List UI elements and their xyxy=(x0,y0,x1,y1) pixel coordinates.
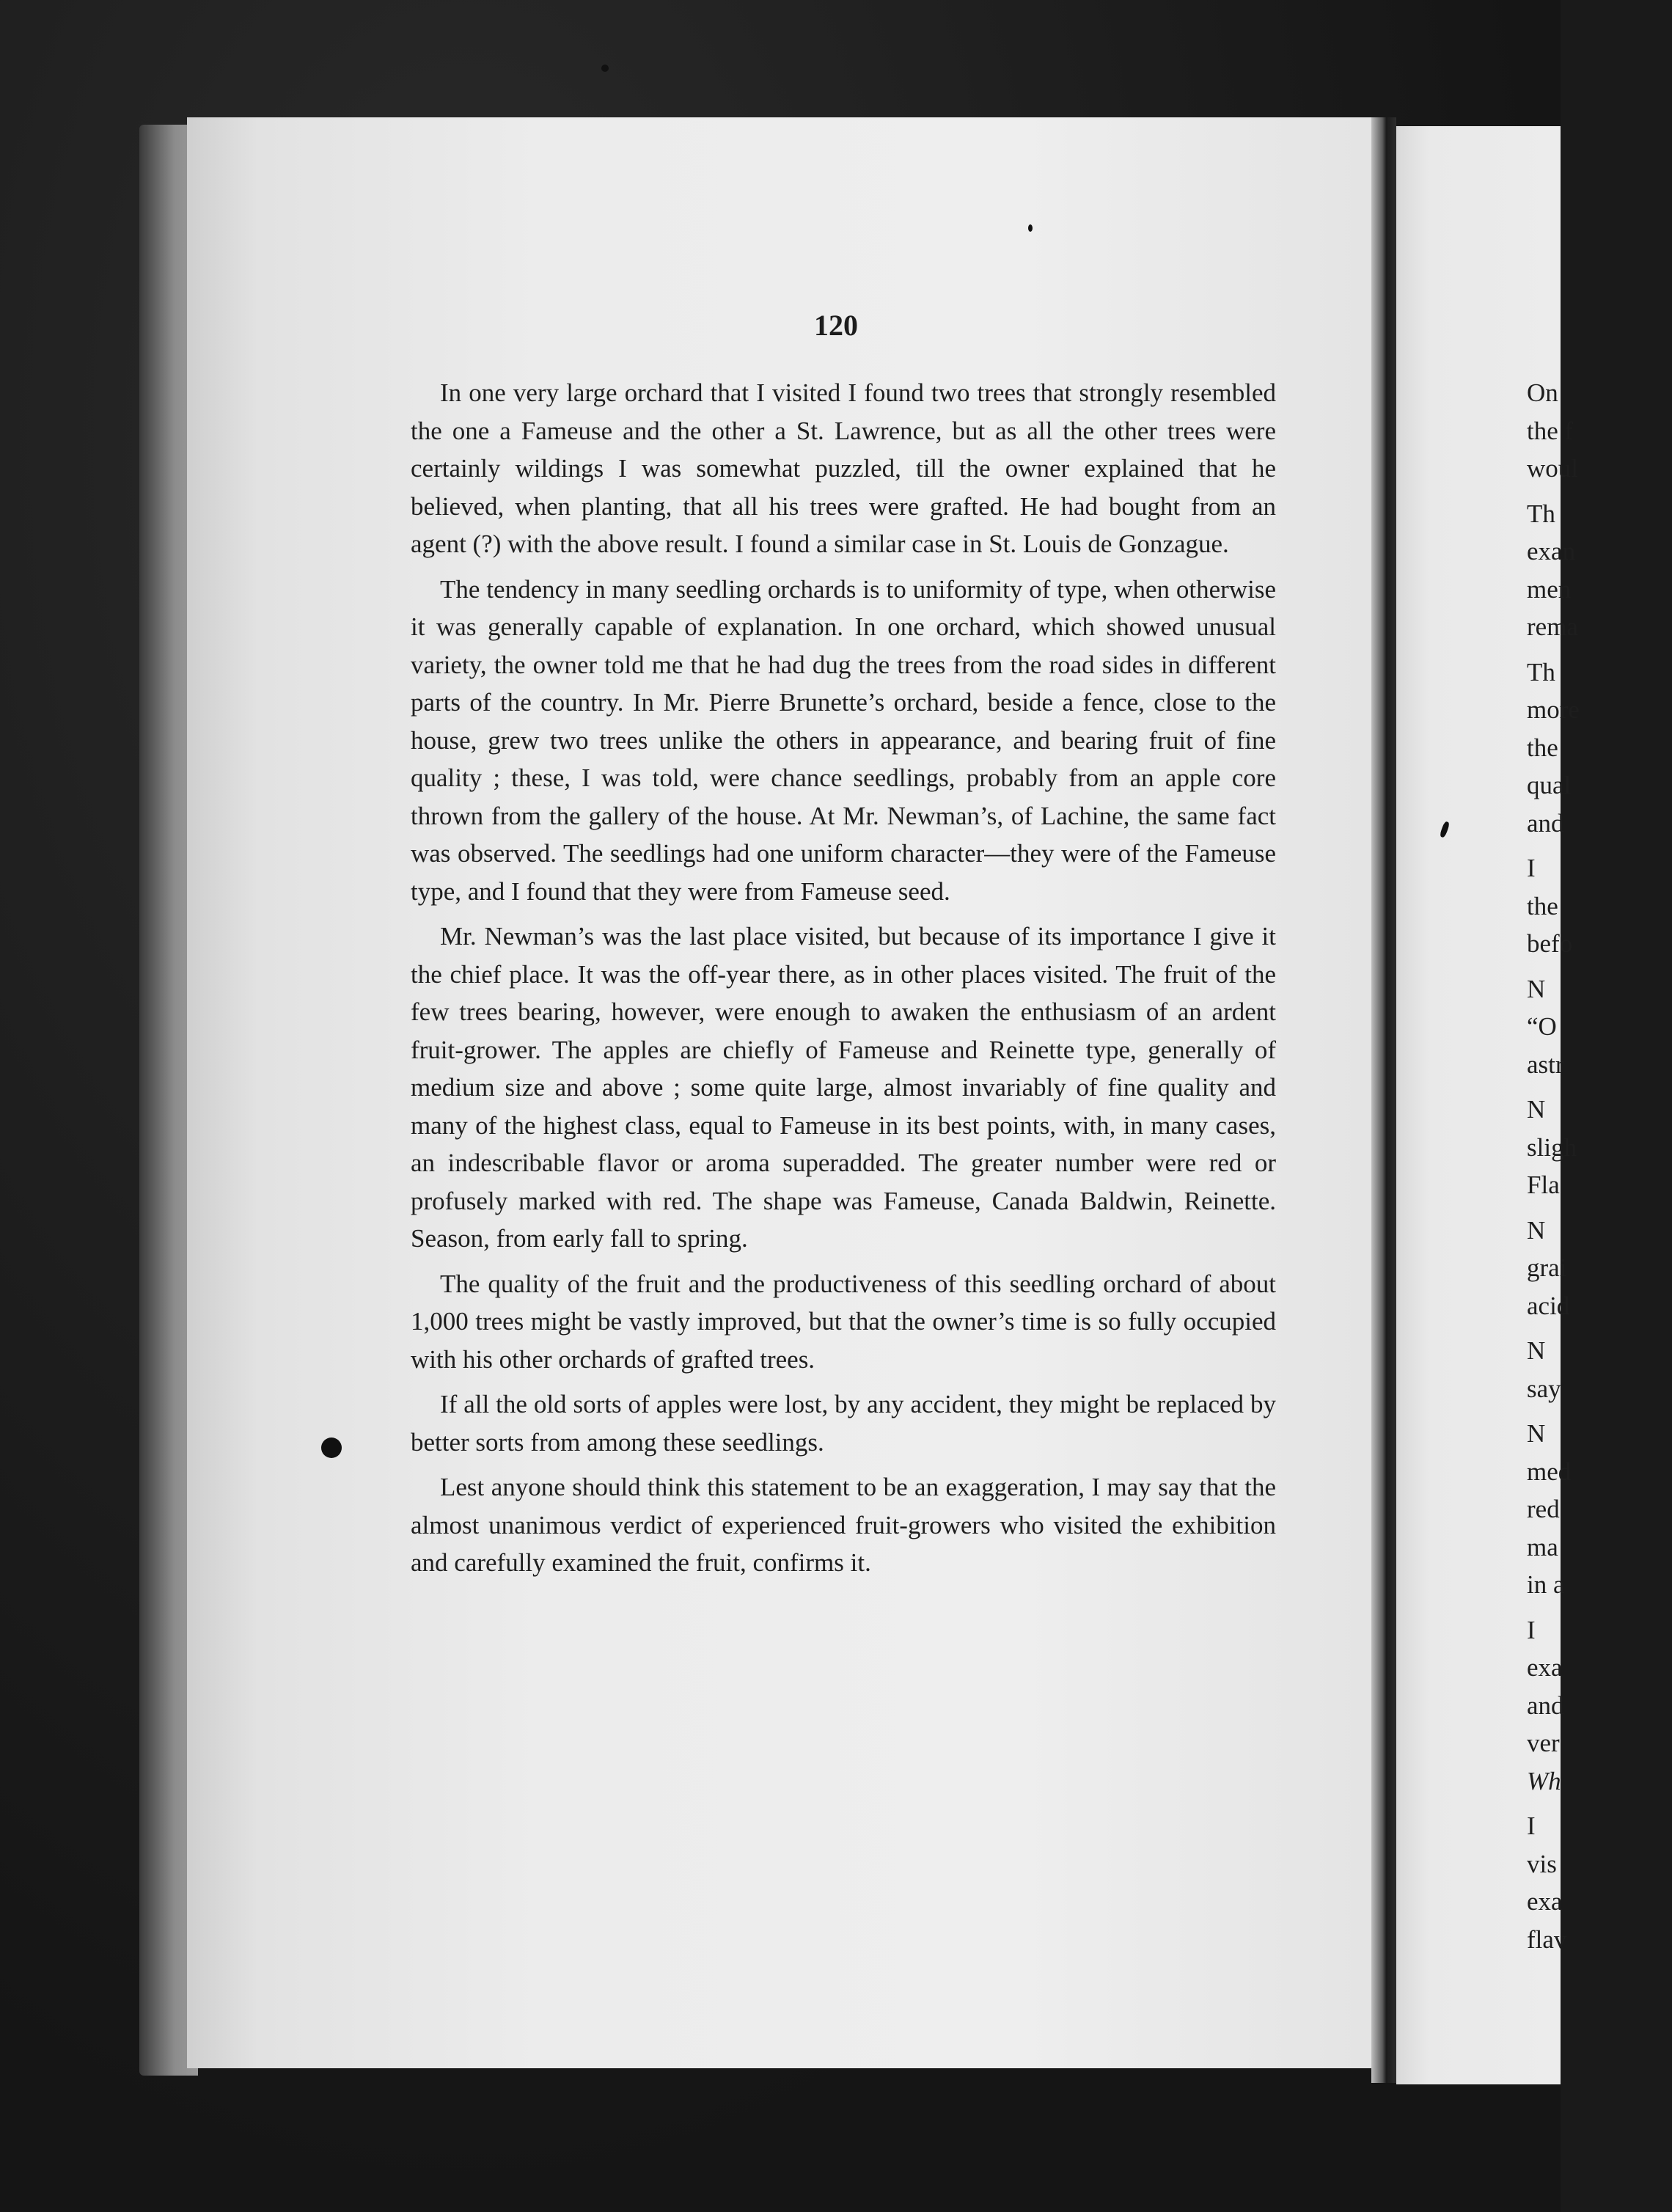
facing-line-fragment: men xyxy=(1527,574,1572,604)
paragraph: In one very large orchard that I visited I found two trees that strongly resembled the one a Fameuse and the other a St. Lawrence, but as all the other trees were certainly wildings I was somewhat puzzled, till the owner explained that he believed, when planting, that all his trees were grafted. He had bought from an agent (?) with the above result. I found a similar case in St. Louis de Gonzague. xyxy=(411,378,1276,558)
facing-line-fragment: and xyxy=(1527,1691,1564,1720)
facing-line-fragment: N xyxy=(1527,1336,1546,1365)
facing-line-fragment: befo xyxy=(1527,929,1573,958)
facing-line-fragment: Th xyxy=(1527,499,1555,528)
facing-line-fragment: rema xyxy=(1527,612,1578,641)
fragment-gap xyxy=(1527,1604,1571,1611)
paragraph: The tendency in many seedling orchards is to uniformity of type, when otherwise it was generally capable of explanation. In one orchard, which showed unusual variety, the owner told me that he had dug the trees from the road sides in different parts of the country. In Mr. Pierre Brunette’s orchard, beside a fence, close to the house, grew two trees unlike the others in appearance, and bearing fruit of fine quality ; these, I was told, were chance seedlings, probably from an apple core thrown from the gallery of the house. At Mr. Newman’s, of Lachine, the same fact was observed. The seedlings had one uniform character—they were of the Fameuse type, and I found that they were from Fameuse seed. xyxy=(411,574,1276,906)
fragment-gap xyxy=(1527,842,1571,849)
facing-line-fragment: exa xyxy=(1527,1887,1563,1916)
facing-line-fragment: Th xyxy=(1527,657,1555,686)
scan-speck xyxy=(1028,224,1033,232)
page-number: 120 xyxy=(814,309,858,342)
facing-page-text-fragments xyxy=(1527,374,1580,1958)
facing-line-fragment: ma xyxy=(1527,1532,1558,1561)
facing-line-fragment: med xyxy=(1527,1457,1572,1486)
facing-line-fragment: vis xyxy=(1527,1849,1557,1878)
facing-line-fragment: acid xyxy=(1527,1291,1570,1320)
facing-line-fragment: in a xyxy=(1527,1570,1565,1599)
fragment-gap xyxy=(1527,1800,1571,1807)
facing-line-fragment: Wh xyxy=(1527,1766,1561,1795)
facing-line-fragment: the f xyxy=(1527,416,1574,445)
facing-line-fragment: ver xyxy=(1527,1729,1560,1757)
facing-line-fragment: On xyxy=(1527,378,1558,407)
fragment-gap xyxy=(1527,646,1571,653)
scan-speck xyxy=(321,1438,342,1458)
facing-line-fragment: astr xyxy=(1527,1050,1564,1079)
facing-line-fragment: “O xyxy=(1527,1012,1557,1041)
paragraph: If all the old sorts of apples were lost, by any accident, they might be replaced by better sorts from among these seedlings. xyxy=(411,1390,1276,1457)
facing-line-fragment: more xyxy=(1527,695,1580,724)
facing-line-fragment: sligh xyxy=(1527,1132,1577,1162)
scan-speck xyxy=(601,65,609,72)
facing-line-fragment: exan xyxy=(1527,537,1576,565)
facing-line-fragment: woul xyxy=(1527,454,1578,483)
fragment-gap xyxy=(1527,1325,1571,1332)
facing-line-fragment: I xyxy=(1527,1812,1536,1840)
paragraph: Lest anyone should think this statement to be an exaggeration, I may say that the almost unanimous verdict of experienced fruit-growers who visited the exhibition and carefully examined the fruit, confirms it. xyxy=(411,1473,1276,1577)
facing-line-fragment: flav xyxy=(1527,1924,1567,1954)
facing-line-fragment: Fla xyxy=(1527,1171,1560,1199)
facing-line-fragment: and xyxy=(1527,808,1564,838)
facing-line-fragment: grai xyxy=(1527,1253,1567,1282)
facing-line-fragment: exa xyxy=(1527,1653,1563,1682)
fragment-gap xyxy=(1527,1407,1571,1415)
facing-line-fragment: N xyxy=(1527,974,1546,1003)
facing-line-fragment: I xyxy=(1527,854,1536,882)
facing-line-fragment: N xyxy=(1527,1419,1546,1448)
body-text xyxy=(411,374,1276,1589)
facing-line-fragment: the xyxy=(1527,891,1558,920)
facing-line-fragment: N xyxy=(1527,1215,1546,1245)
fragment-gap xyxy=(1527,963,1571,970)
facing-line-fragment: qual xyxy=(1527,771,1572,799)
facing-line-fragment: say xyxy=(1527,1374,1561,1403)
facing-line-fragment: red xyxy=(1527,1495,1560,1523)
facing-line-fragment: the xyxy=(1527,733,1558,762)
fragment-gap xyxy=(1527,1083,1571,1091)
fragment-gap xyxy=(1527,488,1571,495)
facing-line-fragment: I xyxy=(1527,1615,1536,1644)
paragraph: The quality of the fruit and the productiveness of this seedling orchard of about 1,000 trees might be vastly improved, but that the owner’s time is so fully occupied with his other orchards of grafted trees. xyxy=(411,1269,1276,1374)
book-gutter xyxy=(1371,117,1396,2083)
fragment-gap xyxy=(1527,1204,1571,1212)
paragraph: Mr. Newman’s was the last place visited, but because of its importance I give it the chief place. It was the off-year there, as in other places visited. The fruit of the few trees bearing, however, were enough to awaken the enthusiasm of an ardent fruit-grower. The apples are chiefly of Fameuse and Reinette type, generally of medium size and above ; some quite large, almost invariably of fine quality and many of the highest class, equal to Fameuse in its best points, with, in many cases, an indescribable flavor or aroma superadded. The greater number were red or profusely marked with red. The shape was Fameuse, Canada Baldwin, Reinette. Season, from early fall to spring. xyxy=(411,922,1276,1253)
facing-line-fragment: N xyxy=(1527,1095,1546,1124)
